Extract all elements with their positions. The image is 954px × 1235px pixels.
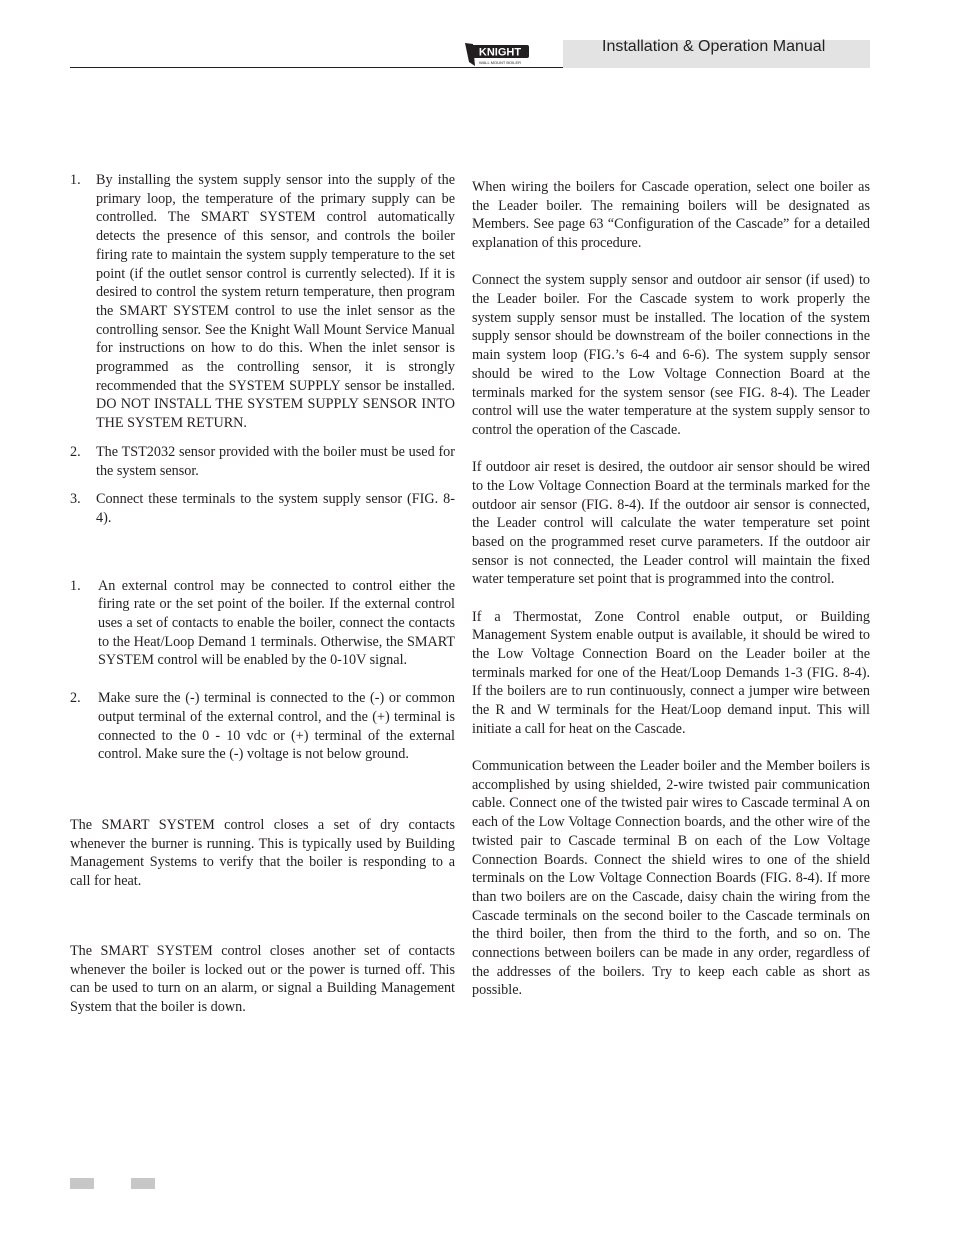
cascade-intro-paragraph: When wiring the boilers for Cascade operation, select one boiler as the Leader boiler. The remaining boilers will be designated as Members. See page 63 “Configuration of the Cascade” for a detailed explanation of this procedure.: [472, 179, 870, 252]
list-item: [70, 490, 455, 527]
list-number: 1.: [70, 577, 81, 594]
right-column: [472, 178, 870, 1000]
analog-input-list: [70, 577, 455, 764]
system-sensor-paragraph: Connect the system supply sensor and outdoor air sensor (if used) to the Leader boiler. For the Cascade system to work properly the system supply sensor must be installed. The location of the system supply sensor should be downstream of the boiler connections in the main system loop (FIG.’s 6-4 and 6-6). The system supply sensor should be wired to the Low Voltage Connection Board at the terminals marked for the system sensor (see FIG. 8-4). The Leader control will use the water temperature at the system supply sensor to control the operation of the Cascade.: [472, 272, 870, 438]
footer-bar-left: [70, 1178, 94, 1189]
logo-subtext: WALL MOUNT BOILER: [478, 60, 522, 65]
list-text: Make sure the (-) terminal is connected to the (-) or common output terminal of the external control, and the (+) terminal is connected to the 0 - 10 vdc or (+) terminal of the external control. Make sure the (-) voltage is not below ground.: [98, 690, 455, 763]
thermostat-paragraph: If a Thermostat, Zone Control enable output, or Building Management System enable output is available, it should be wired to the Low Voltage Connection Board on the Leader boiler at the terminals marked for one of the Heat/Loop Demands 1-3 (FIG. 8-4). If the boilers are to run continuously, connect a jumper wire between the R and W terminals for the Heat/Loop demand input. This will initiate a call for heat on the Cascade.: [472, 608, 870, 737]
header-title: Installation & Operation Manual: [602, 38, 826, 55]
knight-logo: [463, 40, 535, 67]
list-number: 1.: [70, 172, 81, 188]
header-rule: [70, 67, 563, 68]
list-number: 3.: [70, 491, 81, 508]
list-text: Connect these terminals to the system supply sensor (FIG. 8-4).: [96, 491, 455, 526]
list-item: [70, 577, 455, 671]
list-number: 2.: [70, 690, 81, 707]
list-item: [70, 171, 455, 433]
list-item: [70, 443, 455, 480]
list-text: An external control may be connected to control either the firing rate or the set point of the boiler. If the external control uses a set of contacts to enable the boiler, connect the contacts to the Heat/Loop Demand 1 terminals. Otherwise, the SMART SYSTEM control will be enabled by the 0-10V signal.: [98, 577, 455, 669]
outdoor-sensor-paragraph: If outdoor air reset is desired, the outdoor air sensor should be wired to the Low Voltage Connection Board at the terminals marked for the outdoor air sensor (FIG. 8-4). If the outdoor air sensor is connected, the Leader control will calculate the water temperature set point based on the programmed reset curve parameters. If the outdoor air sensor is not connected, the Leader control will maintain the fixed water temperature set point that is programmed into the control.: [472, 459, 870, 588]
communication-paragraph: Communication between the Leader boiler and the Member boilers is accomplished by using shielded, 2-wire twisted pair communication cable. Connect one of the twisted pair wires to Cascade terminal A on each of the Low Voltage Connection boards, and the other wire of the twisted pair to Cascade terminal B on each of the Low Voltage Connection Boards. Connect the shield wires to one of the shield terminals on the Low Voltage Connection Boards (FIG. 8-4). If more than two boilers are on the Cascade, daisy chain the wiring from the Cascade terminals on the second boiler to the Cascade terminals on the third boiler, then from the third to the forth, and so on. The connections between boilers can be made in any order, regardless of the addresses of the boilers. Try to keep each cable as short as possible.: [472, 757, 870, 999]
left-column: [70, 171, 455, 1017]
run-contacts-text: The SMART SYSTEM control closes a set of dry contacts whenever the burner is running. This is typically used by Building Management Systems to verify that the boiler is responding to a call for heat.: [70, 816, 455, 890]
logo-text: KNIGHT: [478, 46, 522, 59]
list-text: The TST2032 sensor provided with the boiler must be used for the system sensor.: [96, 443, 455, 479]
alarm-contacts-text: The SMART SYSTEM control closes another set of contacts whenever the boiler is locked out or the power is turned off. This can be used to turn on an alarm, or signal a Building Management System that the boiler is down.: [70, 942, 455, 1015]
list-number: 2.: [70, 443, 81, 460]
list-text: By installing the system supply sensor into the supply of the primary loop, the temperature of the primary supply can be controlled. The SMART SYSTEM control automatically detects the presence of this sensor, and controls the boiler firing rate to maintain the system supply temperature to the set point (if the outlet sensor control is currently selected). If it is desired to control the system return temperature, then program the SMART SYSTEM control to use the inlet sensor as the controlling sensor. See the Knight Wall Mount Service Manual for instructions on how to do this. When the inlet sensor is programmed as the controlling sensor, it is strongly recommended that the SYSTEM SUPPLY sensor be installed. DO NOT INSTALL THE SYSTEM SUPPLY SENSOR INTO THE SYSTEM RETURN.: [96, 172, 455, 432]
system-sensor-list: [70, 171, 455, 528]
list-item: [70, 689, 455, 764]
footer-bar-right: [131, 1178, 155, 1189]
